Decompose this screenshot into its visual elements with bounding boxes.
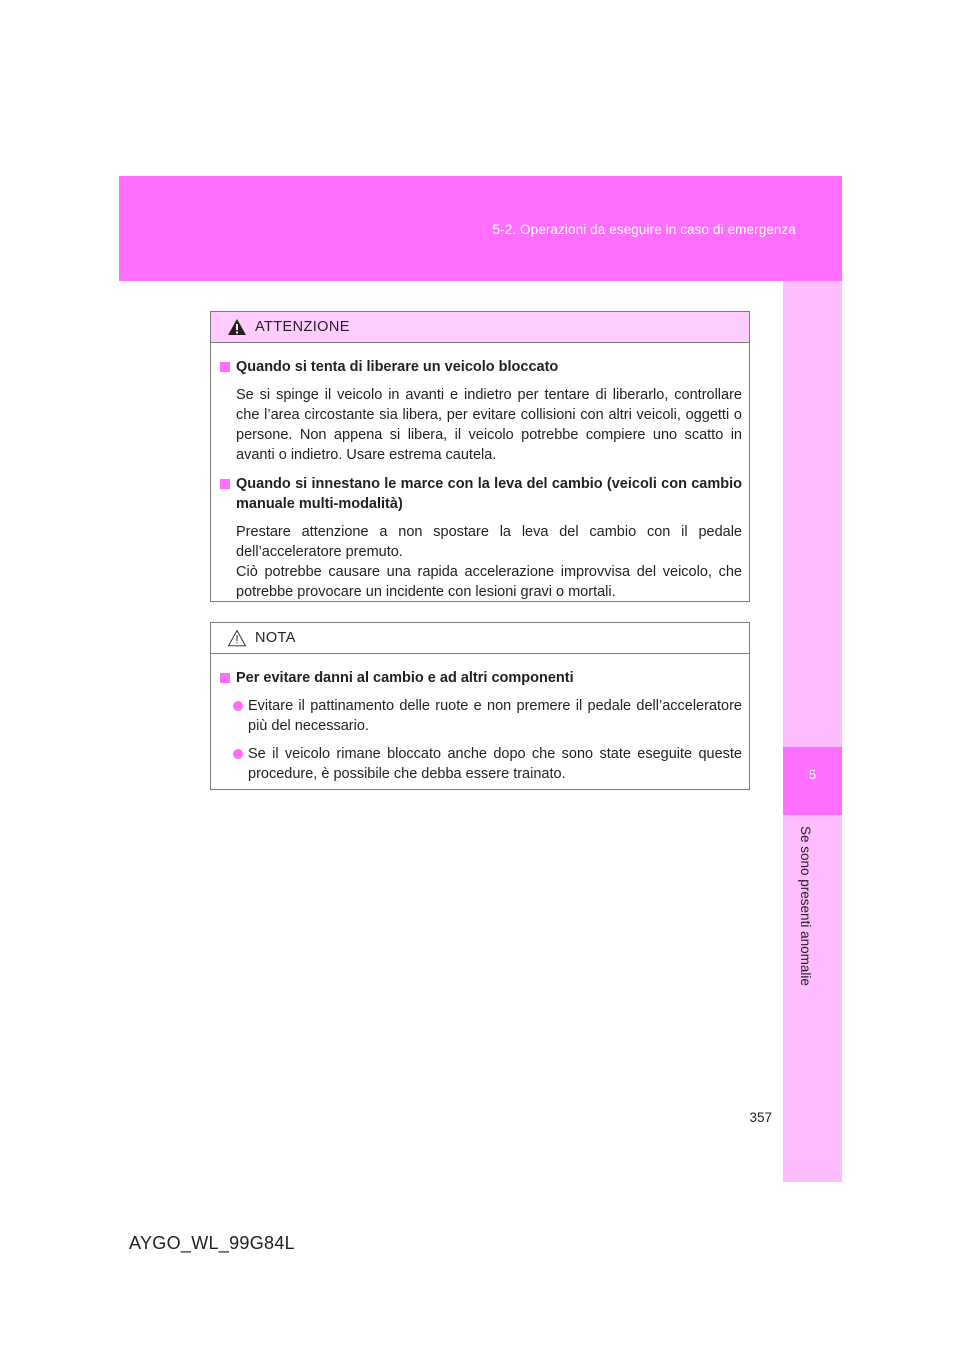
chapter-tab <box>783 747 842 815</box>
chapter-title: Se sono presenti anomalie <box>798 826 813 986</box>
note-box-title: NOTA <box>255 630 296 646</box>
warning-section-text: Se si spinge il veicolo in avanti e indietro per tentare di liberarlo, controllare che l’area circostante sia libera, per evitare collisioni con altri veicoli, oggetti o persone. Non appena si libera, il veicolo potrebbe compiere uno scatto in avanti o indietro. Usare estrema cautela. <box>236 387 742 463</box>
warning-box-title: ATTENZIONE <box>255 319 350 335</box>
warning-section-heading: Quando si innestano le marce con la leva del cambio (veicoli con cambio manuale multi-modalità) <box>218 474 742 514</box>
chapter-side-strip <box>783 281 842 1182</box>
page-number: 357 <box>749 1110 772 1125</box>
warning-section-text: Prestare attenzione a non spostare la leva del cambio con il pedale dell’acceleratore premuto. Ciò potrebbe causare una rapida accelerazione improvvisa del veicolo, che potrebbe provocare un incidente con lesioni gravi o mortali. <box>236 524 742 600</box>
note-bullet-item: Evitare il pattinamento delle ruote e non premere il pedale dell’acceleratore più del necessario. <box>218 696 742 736</box>
note-box-header <box>211 623 749 654</box>
document-code: AYGO_WL_99G84L <box>129 1233 295 1253</box>
square-bullet-icon <box>220 362 230 372</box>
note-section-heading: Per evitare danni al cambio e ad altri componenti <box>218 668 742 688</box>
warning-triangle-icon <box>227 318 247 336</box>
circle-bullet-icon <box>233 749 243 759</box>
warning-section-heading: Quando si tenta di liberare un veicolo bloccato <box>218 357 742 377</box>
warning-box-header <box>211 312 749 343</box>
note-box <box>210 622 750 790</box>
warning-box <box>210 311 750 602</box>
section-title: 5-2. Operazioni da eseguire in caso di emergenza <box>492 222 796 237</box>
note-bullet-item: Se il veicolo rimane bloccato anche dopo che sono state eseguite queste procedure, è possibile che debba essere trainato. <box>218 744 742 784</box>
warning-triangle-outline-icon <box>227 629 247 647</box>
square-bullet-icon <box>220 673 230 683</box>
section-header-band <box>119 176 842 281</box>
chapter-number: 5 <box>808 767 817 782</box>
square-bullet-icon <box>220 479 230 489</box>
circle-bullet-icon <box>233 701 243 711</box>
